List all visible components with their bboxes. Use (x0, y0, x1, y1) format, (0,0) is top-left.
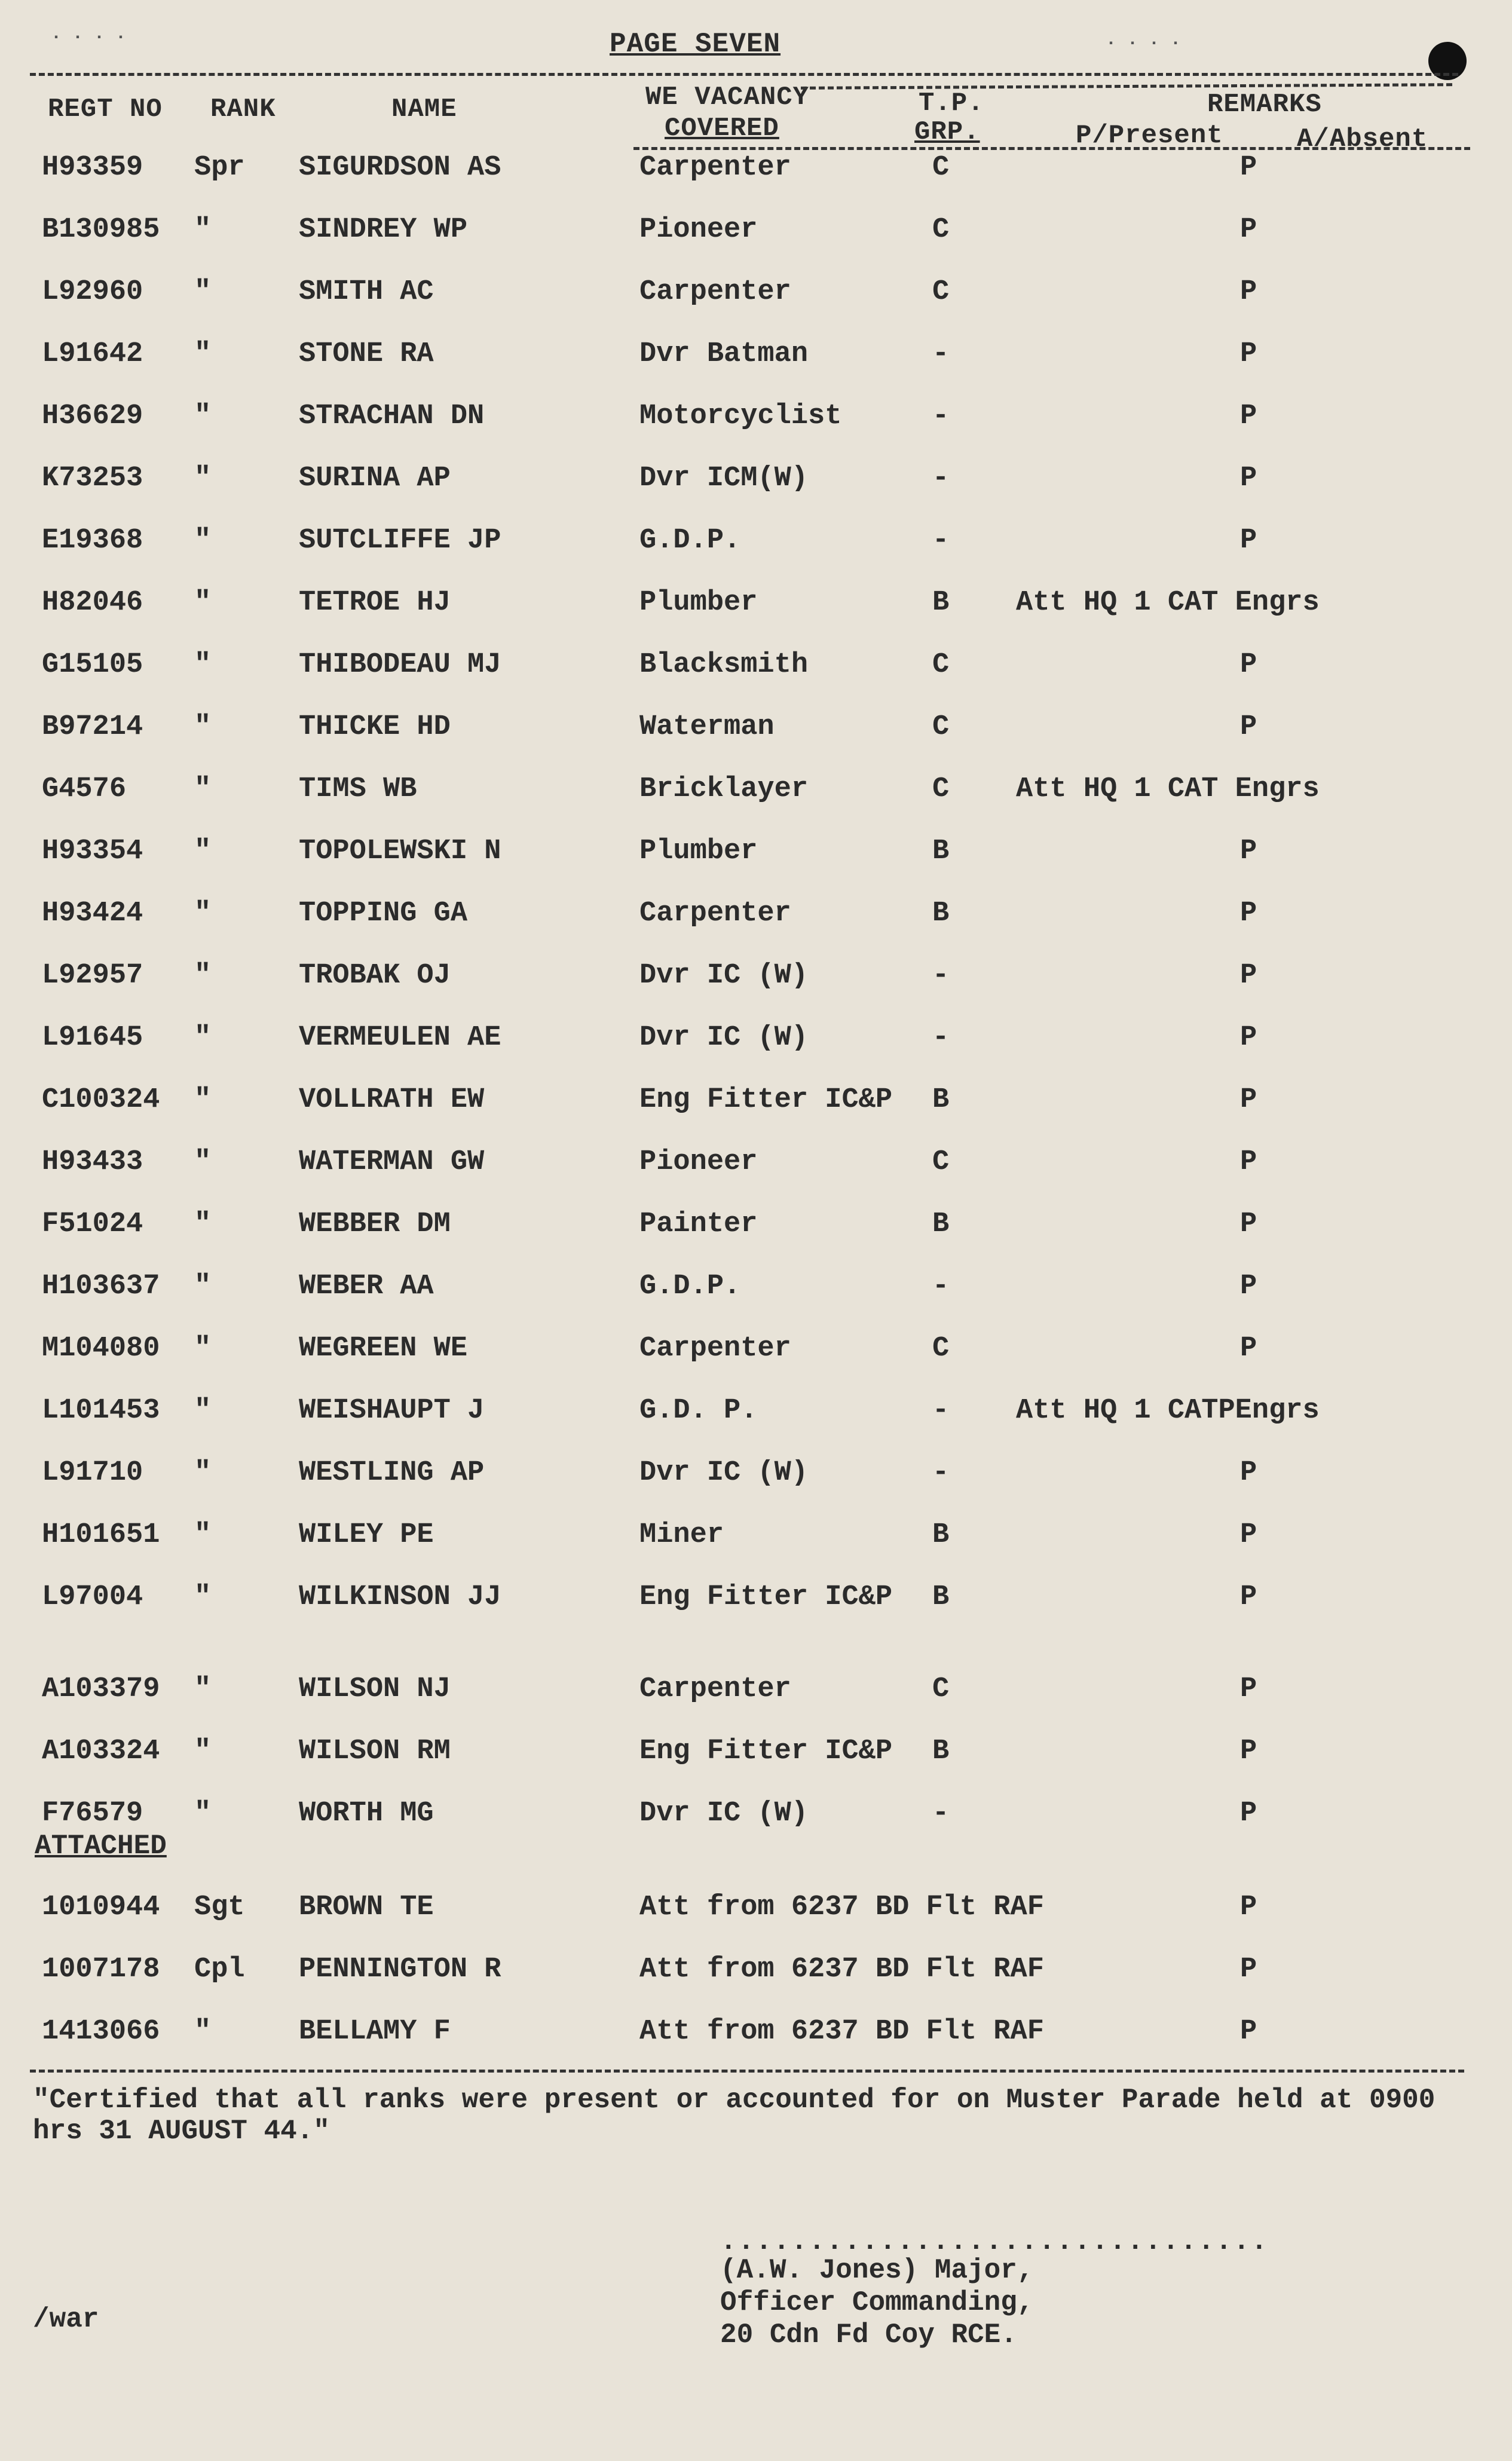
rank-cell: " (194, 1146, 212, 1178)
header-divider-bottom (633, 147, 1470, 150)
header-grp: GRP. (914, 117, 980, 147)
regt-no-cell: H93354 (42, 835, 143, 867)
name-cell: TOPPING GA (299, 898, 468, 929)
presence-cell: P (1240, 1271, 1257, 1302)
table-row (0, 1333, 1512, 1381)
table-row (0, 1735, 1512, 1783)
rank-cell: " (194, 711, 212, 743)
table-row (0, 525, 1512, 573)
vacancy-cell: Bricklayer (639, 773, 809, 805)
remark-cell: Att HQ 1 CAT Engrs (1016, 587, 1320, 619)
signatory-name: (A.W. Jones) Major, (720, 2255, 1034, 2286)
rank-cell: " (194, 400, 212, 432)
vacancy-cell: Dvr IC (W) (639, 960, 809, 991)
typist-reference: /war (33, 2304, 99, 2335)
grp-cell: C (932, 276, 950, 308)
ink-specks: . . . . (51, 24, 127, 44)
header-divider-right (801, 83, 1452, 90)
regt-no-cell: 1413066 (42, 2016, 160, 2047)
header-vacancy-covered: COVERED (665, 114, 779, 143)
grp-cell: - (932, 525, 950, 556)
rank-cell: " (194, 463, 212, 494)
name-cell: SUTCLIFFE JP (299, 525, 501, 556)
name-cell: WEGREEN WE (299, 1333, 468, 1364)
regt-no-cell: H36629 (42, 400, 143, 432)
vacancy-cell: Carpenter (639, 1333, 791, 1364)
regt-no-cell: H93433 (42, 1146, 143, 1178)
rank-cell: Spr (194, 152, 245, 183)
rank-cell: " (194, 960, 212, 991)
rank-cell: " (194, 773, 212, 805)
presence-cell: P (1240, 463, 1257, 494)
header-rank: RANK (210, 94, 276, 124)
regt-no-cell: L91642 (42, 338, 143, 370)
name-cell: WILEY PE (299, 1519, 434, 1551)
vacancy-cell: Att from 6237 BD Flt RAF (639, 1954, 1044, 1985)
grp-cell: C (932, 1673, 950, 1705)
grp-cell: - (932, 1395, 950, 1427)
grp-cell: - (932, 1457, 950, 1489)
table-row (0, 152, 1512, 200)
grp-cell: C (932, 649, 950, 681)
regt-no-cell: H103637 (42, 1271, 160, 1302)
grp-cell: - (932, 1022, 950, 1054)
rank-cell: " (194, 1208, 212, 1240)
grp-cell: - (932, 338, 950, 370)
vacancy-cell: G.D. P. (639, 1395, 758, 1427)
rank-cell: " (194, 1673, 212, 1705)
vacancy-cell: G.D.P. (639, 525, 741, 556)
table-row (0, 1581, 1512, 1629)
presence-cell: P (1240, 1735, 1257, 1767)
table-row (0, 773, 1512, 821)
signatory-title: Officer Commanding, (720, 2287, 1034, 2318)
presence-cell: P (1240, 960, 1257, 991)
presence-cell: P (1240, 338, 1257, 370)
name-cell: WEBER AA (299, 1271, 434, 1302)
rank-cell: " (194, 587, 212, 619)
rank-cell: " (194, 835, 212, 867)
regt-no-cell: H93424 (42, 898, 143, 929)
regt-no-cell: 1007178 (42, 1954, 160, 1985)
table-row (0, 1022, 1512, 1070)
regt-no-cell: L101453 (42, 1395, 160, 1427)
rank-cell: " (194, 1084, 212, 1116)
rank-cell: " (194, 1333, 212, 1364)
signatory-unit: 20 Cdn Fd Coy RCE. (720, 2319, 1017, 2350)
table-row (0, 898, 1512, 945)
rank-cell: " (194, 276, 212, 308)
vacancy-cell: Carpenter (639, 152, 791, 183)
regt-no-cell: F51024 (42, 1208, 143, 1240)
table-row (0, 2016, 1512, 2064)
presence-cell: P (1240, 1084, 1257, 1116)
name-cell: TOPOLEWSKI N (299, 835, 501, 867)
presence-cell: P (1240, 649, 1257, 681)
grp-cell: B (932, 1519, 950, 1551)
regt-no-cell: G15105 (42, 649, 143, 681)
presence-cell: P (1240, 898, 1257, 929)
vacancy-cell: Att from 6237 BD Flt RAF (639, 1891, 1044, 1923)
presence-cell: P (1240, 525, 1257, 556)
presence-cell: P (1240, 1581, 1257, 1613)
header-tp: T.P. (919, 88, 984, 118)
regt-no-cell: A103324 (42, 1735, 160, 1767)
vacancy-cell: Dvr Batman (639, 338, 809, 370)
name-cell: TIMS WB (299, 773, 417, 805)
grp-cell: - (932, 1798, 950, 1829)
vacancy-cell: Motorcyclist (639, 400, 842, 432)
vacancy-cell: Eng Fitter IC&P (639, 1735, 893, 1767)
name-cell: SMITH AC (299, 276, 434, 308)
rank-cell: Sgt (194, 1891, 245, 1923)
grp-cell: C (932, 711, 950, 743)
presence-cell: P (1240, 1519, 1257, 1551)
presence-cell: P (1240, 1798, 1257, 1829)
presence-cell: P (1240, 152, 1257, 183)
presence-cell: P (1240, 835, 1257, 867)
grp-cell: B (932, 1581, 950, 1613)
signature-block (720, 2254, 1034, 2351)
grp-cell: - (932, 1271, 950, 1302)
grp-cell: B (932, 1735, 950, 1767)
table-row (0, 649, 1512, 697)
table-row (0, 338, 1512, 386)
grp-cell: B (932, 1208, 950, 1240)
name-cell: SURINA AP (299, 463, 451, 494)
rank-cell: " (194, 898, 212, 929)
table-row (0, 276, 1512, 324)
footer-divider (30, 2070, 1464, 2073)
name-cell: BROWN TE (299, 1891, 434, 1923)
table-row (0, 1457, 1512, 1505)
table-row (0, 1084, 1512, 1132)
presence-cell: P (1240, 400, 1257, 432)
presence-cell: P (1240, 1333, 1257, 1364)
header-absent: A/Absent (1297, 124, 1428, 154)
presence-cell: P (1240, 1673, 1257, 1705)
name-cell: WEISHAUPT J (299, 1395, 485, 1427)
certification-statement: "Certified that all ranks were present or accounted for on Muster Parade held at 0900 hrs 31 AUGUST 44." (33, 2084, 1436, 2147)
rank-cell: " (194, 1022, 212, 1054)
presence-cell: P (1240, 711, 1257, 743)
grp-cell: - (932, 960, 950, 991)
presence-cell: P (1240, 276, 1257, 308)
rank-cell: " (194, 1798, 212, 1829)
table-row (0, 400, 1512, 448)
vacancy-cell: Miner (639, 1519, 724, 1551)
name-cell: VERMEULEN AE (299, 1022, 501, 1054)
regt-no-cell: F76579 (42, 1798, 143, 1829)
rank-cell: " (194, 1395, 212, 1427)
vacancy-cell: Dvr IC (W) (639, 1798, 809, 1829)
name-cell: WORTH MG (299, 1798, 434, 1829)
presence-cell: P (1240, 1891, 1257, 1923)
grp-cell: C (932, 773, 950, 805)
regt-no-cell: L92960 (42, 276, 143, 308)
name-cell: WILSON NJ (299, 1673, 451, 1705)
presence-cell: P (1240, 214, 1257, 246)
vacancy-cell: Carpenter (639, 276, 791, 308)
vacancy-cell: Dvr ICM(W) (639, 463, 809, 494)
vacancy-cell: Pioneer (639, 214, 758, 246)
vacancy-cell: Carpenter (639, 898, 791, 929)
name-cell: THIBODEAU MJ (299, 649, 501, 681)
vacancy-cell: Waterman (639, 711, 775, 743)
table-row (0, 835, 1512, 883)
table-row (0, 1891, 1512, 1939)
vacancy-cell: Eng Fitter IC&P (639, 1581, 893, 1613)
name-cell: WEBBER DM (299, 1208, 451, 1240)
table-row (0, 1395, 1512, 1443)
name-cell: PENNINGTON R (299, 1954, 501, 1985)
grp-cell: - (932, 463, 950, 494)
table-row (0, 1798, 1512, 1845)
rank-cell: " (194, 1271, 212, 1302)
table-row (0, 711, 1512, 759)
regt-no-cell: G4576 (42, 773, 127, 805)
name-cell: WESTLING AP (299, 1457, 485, 1489)
vacancy-cell: Painter (639, 1208, 758, 1240)
vacancy-cell: Plumber (639, 587, 758, 619)
header-vacancy: WE VACANCY (645, 82, 810, 112)
grp-cell: B (932, 1084, 950, 1116)
page-title: PAGE SEVEN (610, 29, 781, 60)
rank-cell: " (194, 1457, 212, 1489)
header-divider-top (30, 73, 1458, 76)
presence-cell: P (1240, 1457, 1257, 1489)
table-row (0, 960, 1512, 1008)
regt-no-cell: L97004 (42, 1581, 143, 1613)
name-cell: STRACHAN DN (299, 400, 485, 432)
regt-no-cell: L91645 (42, 1022, 143, 1054)
table-row (0, 1271, 1512, 1318)
presence-cell: P (1240, 1208, 1257, 1240)
table-row (0, 1673, 1512, 1721)
regt-no-cell: H93359 (42, 152, 143, 183)
name-cell: TROBAK OJ (299, 960, 451, 991)
regt-no-cell: H101651 (42, 1519, 160, 1551)
table-row (0, 1954, 1512, 2001)
vacancy-cell: Carpenter (639, 1673, 791, 1705)
rank-cell: " (194, 214, 212, 246)
grp-cell: B (932, 587, 950, 619)
remark-cell: Att HQ 1 CAT Engrs (1016, 773, 1320, 805)
header-name: NAME (391, 94, 457, 124)
vacancy-cell: Blacksmith (639, 649, 809, 681)
table-row (0, 1519, 1512, 1567)
regt-no-cell: A103379 (42, 1673, 160, 1705)
remark-cell: Att HQ 1 CATPEngrs (1016, 1395, 1320, 1427)
ink-specks: . . . . (1106, 30, 1182, 50)
vacancy-cell: Dvr IC (W) (639, 1022, 809, 1054)
grp-cell: - (932, 400, 950, 432)
regt-no-cell: E19368 (42, 525, 143, 556)
regt-no-cell: B130985 (42, 214, 160, 246)
rank-cell: " (194, 525, 212, 556)
regt-no-cell: 1010944 (42, 1891, 160, 1923)
name-cell: WILSON RM (299, 1735, 451, 1767)
regt-no-cell: H82046 (42, 587, 143, 619)
rank-cell: Cpl (194, 1954, 245, 1985)
grp-cell: C (932, 152, 950, 183)
rank-cell: " (194, 1735, 212, 1767)
grp-cell: B (932, 898, 950, 929)
regt-no-cell: L92957 (42, 960, 143, 991)
vacancy-cell: Dvr IC (W) (639, 1457, 809, 1489)
table-row (0, 1146, 1512, 1194)
name-cell: STONE RA (299, 338, 434, 370)
regt-no-cell: B97214 (42, 711, 143, 743)
vacancy-cell: G.D.P. (639, 1271, 741, 1302)
name-cell: SIGURDSON AS (299, 152, 501, 183)
name-cell: BELLAMY F (299, 2016, 451, 2047)
vacancy-cell: Eng Fitter IC&P (639, 1084, 893, 1116)
presence-cell: P (1240, 1022, 1257, 1054)
regt-no-cell: C100324 (42, 1084, 160, 1116)
grp-cell: B (932, 835, 950, 867)
signature-line: ............................... (720, 2226, 1269, 2257)
grp-cell: C (932, 1146, 950, 1178)
grp-cell: C (932, 1333, 950, 1364)
rank-cell: " (194, 649, 212, 681)
vacancy-cell: Pioneer (639, 1146, 758, 1178)
grp-cell: C (932, 214, 950, 246)
presence-cell: P (1240, 1954, 1257, 1985)
name-cell: WILKINSON JJ (299, 1581, 501, 1613)
regt-no-cell: M104080 (42, 1333, 160, 1364)
vacancy-cell: Plumber (639, 835, 758, 867)
table-row (0, 214, 1512, 262)
header-present: P/Present (1076, 121, 1223, 151)
name-cell: VOLLRATH EW (299, 1084, 485, 1116)
attached-heading: ATTACHED (35, 1831, 167, 1862)
name-cell: TETROE HJ (299, 587, 451, 619)
table-row (0, 1208, 1512, 1256)
name-cell: THICKE HD (299, 711, 451, 743)
regt-no-cell: K73253 (42, 463, 143, 494)
table-row (0, 587, 1512, 635)
name-cell: WATERMAN GW (299, 1146, 485, 1178)
rank-cell: " (194, 2016, 212, 2047)
header-remarks: REMARKS (1207, 90, 1322, 120)
vacancy-cell: Att from 6237 BD Flt RAF (639, 2016, 1044, 2047)
rank-cell: " (194, 338, 212, 370)
presence-cell: P (1240, 2016, 1257, 2047)
header-regt-no: REGT NO (48, 94, 163, 124)
rank-cell: " (194, 1581, 212, 1613)
table-row (0, 463, 1512, 510)
name-cell: SINDREY WP (299, 214, 468, 246)
regt-no-cell: L91710 (42, 1457, 143, 1489)
presence-cell: P (1240, 1146, 1257, 1178)
rank-cell: " (194, 1519, 212, 1551)
